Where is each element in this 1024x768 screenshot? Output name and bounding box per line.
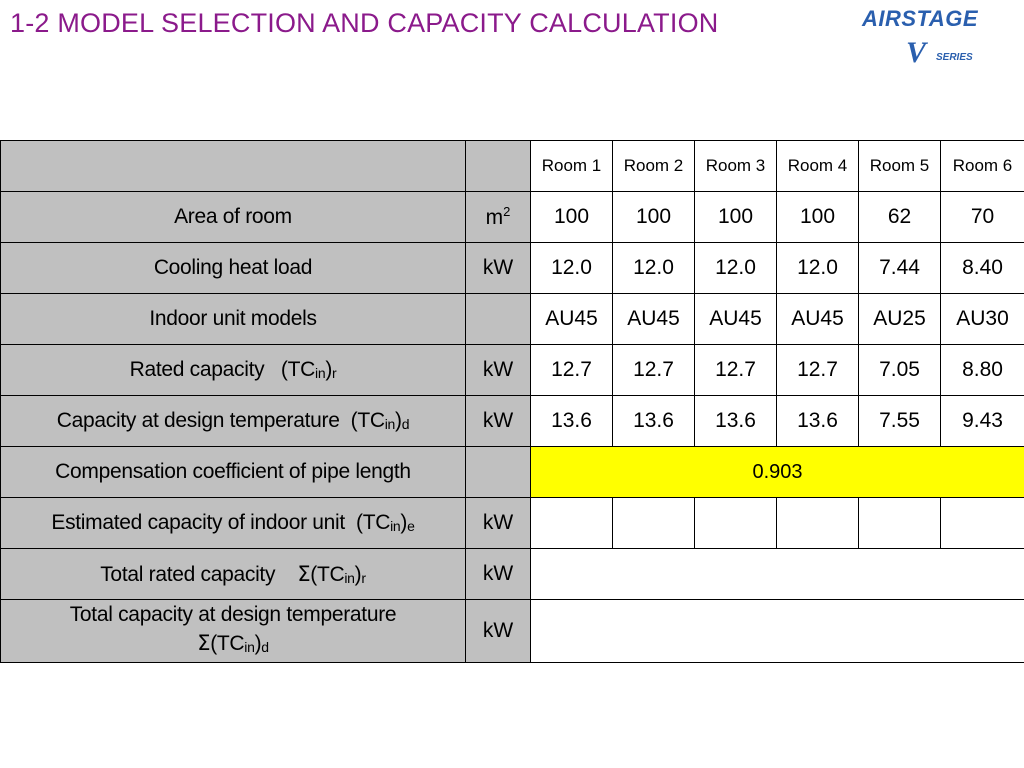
label-text: Estimated capacity of indoor unit (TC (51, 511, 391, 534)
table-cell: 70 (941, 192, 1024, 243)
label-subscript: r (361, 569, 366, 586)
total-rated-value-cell (531, 549, 1024, 600)
row-label (1, 600, 466, 663)
table-cell: 8.40 (941, 243, 1024, 294)
table-header-row (1, 141, 1024, 192)
header-unit-cell (466, 141, 531, 192)
label-text: Capacity at design temperature (TC (56, 409, 385, 432)
row-label: Compensation coefficient of pipe length (1, 447, 466, 498)
label-subscript: in (384, 416, 396, 432)
table-cell: 12.7 (695, 345, 777, 396)
sigma-symbol: Σ (197, 631, 211, 655)
table-cell: AU45 (531, 294, 613, 345)
row-cooling-heat-load (1, 243, 1024, 294)
row-total-rated-capacity (1, 549, 1024, 600)
table-cell: 7.44 (859, 243, 941, 294)
empty-cell (941, 498, 1024, 549)
row-compensation-coefficient (1, 447, 1024, 498)
table-cell: 100 (777, 192, 859, 243)
label-paren: (TC (310, 562, 345, 586)
header-room-4: Room 4 (777, 141, 859, 192)
row-unit (466, 192, 531, 243)
table-cell: 12.7 (777, 345, 859, 396)
row-estimated-capacity (1, 498, 1024, 549)
table-cell: 7.55 (859, 396, 941, 447)
table-cell: 13.6 (613, 396, 695, 447)
table-cell: 100 (613, 192, 695, 243)
header-room-1: Room 1 (531, 141, 613, 192)
table-cell: 62 (859, 192, 941, 243)
empty-cell (777, 498, 859, 549)
table-cell: 12.0 (613, 243, 695, 294)
empty-cell (531, 498, 613, 549)
table-cell: 13.6 (695, 396, 777, 447)
row-indoor-unit-models (1, 294, 1024, 345)
row-rated-capacity (1, 345, 1024, 396)
table-cell: AU45 (695, 294, 777, 345)
table-cell: 7.05 (859, 345, 941, 396)
label-text: Rated capacity (TC (129, 358, 316, 381)
table-cell: 12.0 (777, 243, 859, 294)
label-subscript: in (244, 639, 255, 655)
row-unit (466, 294, 531, 345)
table-cell: 100 (695, 192, 777, 243)
header-room-5: Room 5 (859, 141, 941, 192)
table-cell: AU25 (859, 294, 941, 345)
header-room-6: Room 6 (941, 141, 1024, 192)
table-cell: 13.6 (531, 396, 613, 447)
row-label: Cooling heat load (1, 243, 466, 294)
row-unit: kW (466, 396, 531, 447)
total-design-value-cell (531, 600, 1024, 663)
table-cell: 12.7 (613, 345, 695, 396)
table-cell: AU45 (613, 294, 695, 345)
logo-series: SERIES (936, 52, 973, 63)
header-blank-cell (1, 141, 466, 192)
table-cell: 100 (531, 192, 613, 243)
label-text: Total capacity at design temperature (69, 603, 397, 626)
header-room-3: Room 3 (695, 141, 777, 192)
unit-superscript: 2 (503, 204, 511, 219)
table-cell: 9.43 (941, 396, 1024, 447)
label-formula (1, 629, 465, 661)
empty-cell (695, 498, 777, 549)
row-area-of-room (1, 192, 1024, 243)
sigma-symbol: Σ (297, 561, 311, 586)
label-subscript: in (390, 518, 401, 534)
label-subscript: in (315, 365, 326, 381)
label-subscript: in (344, 569, 355, 586)
label-text: Total rated capacity (100, 562, 298, 586)
row-label (1, 549, 466, 600)
table-cell: 8.80 (941, 345, 1024, 396)
table-cell: 13.6 (777, 396, 859, 447)
row-unit: kW (466, 498, 531, 549)
label-paren: ) (254, 632, 262, 655)
label-subscript: d (401, 416, 410, 432)
table-cell: AU45 (777, 294, 859, 345)
unit-text: m (485, 206, 504, 229)
empty-cell (859, 498, 941, 549)
row-unit: kW (466, 600, 531, 663)
row-unit: kW (466, 345, 531, 396)
row-label: Indoor unit models (1, 294, 466, 345)
compensation-value-cell: 0.903 (531, 447, 1024, 498)
row-unit (466, 447, 531, 498)
row-unit: kW (466, 549, 531, 600)
table-cell: 12.0 (531, 243, 613, 294)
page-title: 1-2 MODEL SELECTION AND CAPACITY CALCULATION (10, 8, 719, 38)
row-label (1, 396, 466, 447)
label-paren: ) (400, 511, 408, 534)
row-label: Area of room (1, 192, 466, 243)
row-unit: kW (466, 243, 531, 294)
label-subscript: e (407, 518, 415, 534)
empty-cell (613, 498, 695, 549)
logo-v-mark: V (906, 36, 927, 69)
airstage-logo (862, 2, 1022, 72)
capacity-table (0, 140, 1024, 663)
label-paren: (TC (210, 632, 245, 655)
label-paren: ) (325, 358, 333, 381)
label-paren: ) (395, 409, 402, 432)
header-room-2: Room 2 (613, 141, 695, 192)
logo-brand: AIRSTAGE (862, 6, 979, 31)
row-capacity-design-temp (1, 396, 1024, 447)
row-total-design-capacity (1, 600, 1024, 663)
table-cell: 12.7 (531, 345, 613, 396)
table-cell: 12.0 (695, 243, 777, 294)
row-label (1, 498, 466, 549)
label-subscript: r (332, 365, 337, 381)
table-cell: AU30 (941, 294, 1024, 345)
row-label (1, 345, 466, 396)
label-subscript: d (261, 639, 269, 655)
label-paren: ) (354, 562, 362, 586)
